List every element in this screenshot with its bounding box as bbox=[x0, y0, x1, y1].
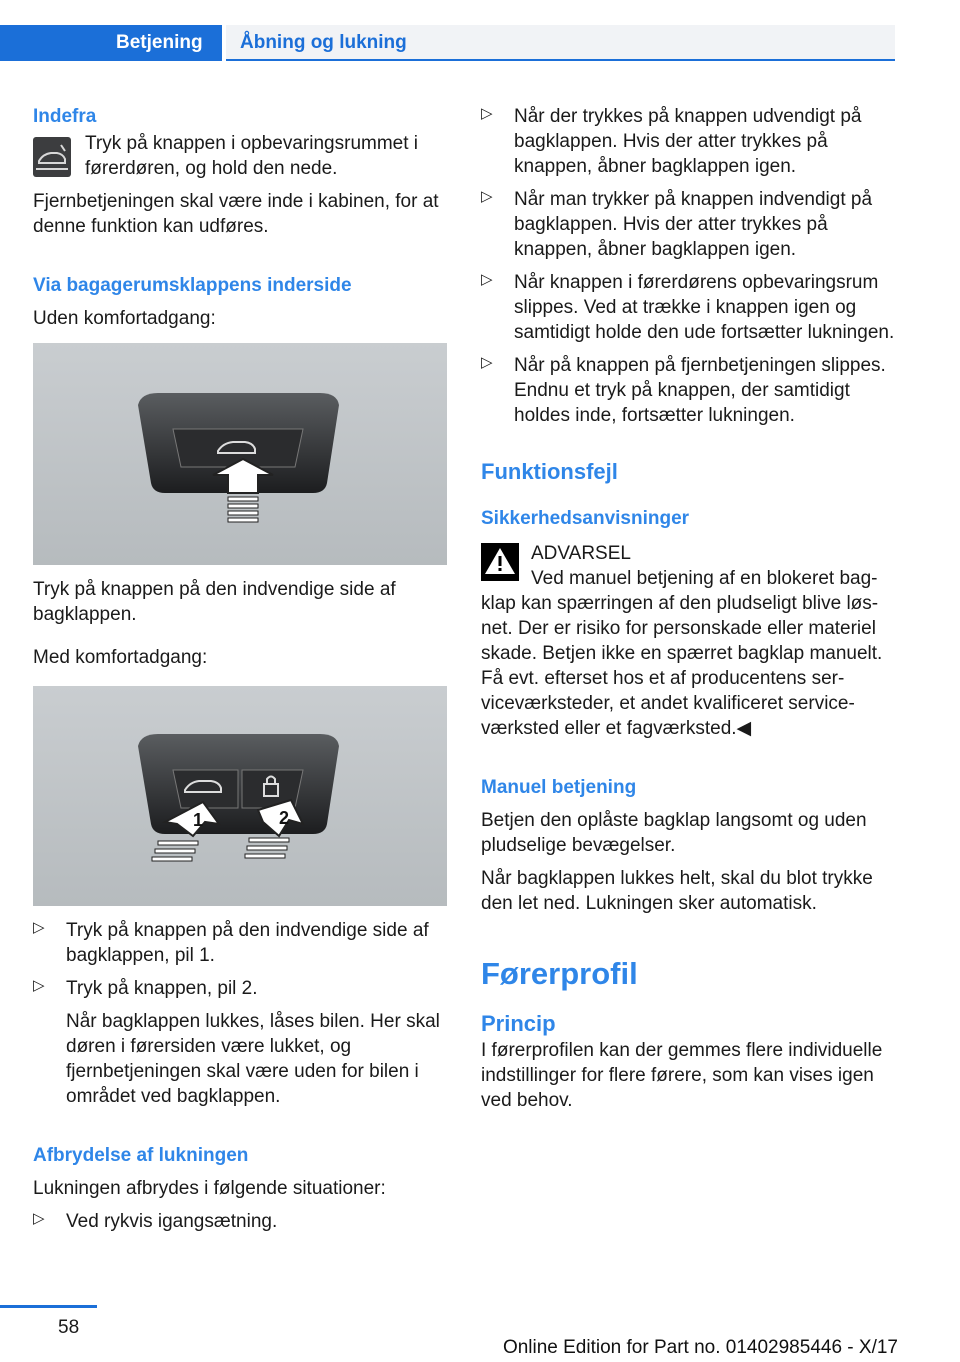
bullet-marker: ▷ bbox=[481, 105, 493, 122]
princip-text: I førerprofilen kan der gemmes flere individuelle indstillinger for flere førere, som kan vises igen ved behov. bbox=[481, 1040, 883, 1111]
bullet-marker: ▷ bbox=[33, 977, 45, 994]
header-tab-betjening-label: Betjening bbox=[116, 32, 203, 53]
tailgate-button-icon bbox=[33, 137, 71, 177]
left-bullet-2 bbox=[33, 976, 447, 1109]
bullet-marker: ▷ bbox=[481, 188, 493, 205]
left-bullet-2-text: Tryk på knappen, pil 2. bbox=[66, 978, 258, 999]
princip-heading: Princip bbox=[481, 1011, 556, 1036]
header-tab-betjening[interactable] bbox=[0, 25, 222, 61]
tailgate-button-photo-1 bbox=[33, 343, 447, 565]
header-tab-aabning[interactable] bbox=[226, 25, 895, 61]
bullet-marker: ▷ bbox=[33, 1210, 45, 1227]
edition-text: Online Edition for Part no. 01402985446 - X/17 bbox=[502, 1337, 898, 1358]
right-column bbox=[481, 100, 895, 1113]
right-bullet-2-text: Når man trykker på knappen indvendigt på bagklappen. Hvis der atter trykkes på knappen, åbner bagklappen igen. bbox=[514, 189, 873, 260]
page-number: 58 bbox=[58, 1317, 80, 1338]
via-heading: Via bagagerumsklappens inderside bbox=[33, 275, 352, 296]
bullet-marker: ▷ bbox=[481, 271, 493, 288]
arrow-label-2: 2 bbox=[279, 808, 290, 828]
bullet-marker: ▷ bbox=[33, 919, 45, 936]
left-bullet-2-extra: Når bagklappen lukkes, låses bilen. Her skal døren i førersiden være lukket, og fjernbetjeningen skal være uden for bilen i området ved bagklappen. bbox=[66, 1011, 440, 1107]
left-bullet-1-text: Tryk på knappen på den indvendige side af bagklappen, pil 1. bbox=[66, 920, 429, 966]
left-bullet-1 bbox=[33, 918, 447, 968]
manuel-heading: Manuel betjening bbox=[481, 777, 637, 798]
right-bullet-4 bbox=[481, 353, 895, 428]
image1-caption: Tryk på knappen på den indvendige side af bagklappen. bbox=[33, 579, 396, 625]
right-bullet-3 bbox=[481, 270, 895, 345]
right-bullet-3-text: Når knappen i førerdørens opbevaringsrum slippes. Ved at trække i knappen igen og samtidigt holde den ude fortsætter lukningen. bbox=[514, 272, 895, 343]
indefra-block bbox=[33, 131, 447, 181]
header-underline bbox=[226, 59, 895, 61]
forerprofil-heading: Førerprofil bbox=[481, 956, 638, 991]
manuel-text-1: Betjen den oplåste bagklap langsomt og uden pludselige bevægelser. bbox=[481, 810, 867, 856]
right-bullet-4-text: Når på knappen på fjernbetjeningen slippes. Endnu et tryk på knappen, der samtidigt holdes inde, fortsætter lukningen. bbox=[514, 355, 886, 426]
afbrydelse-text: Lukningen afbrydes i følgende situationer: bbox=[33, 1178, 386, 1199]
med-text: Med komfortadgang: bbox=[33, 647, 208, 668]
afbrydelse-heading: Afbrydelse af lukningen bbox=[33, 1145, 249, 1166]
afbrydelse-bullet-text: Ved rykvis igangsætning. bbox=[66, 1211, 278, 1232]
funktionsfejl-heading: Funktionsfejl bbox=[481, 459, 618, 484]
manuel-text-2: Når bagklappen lukkes helt, skal du blot trykke den let ned. Lukningen sker automatisk. bbox=[481, 868, 873, 914]
left-column bbox=[33, 100, 447, 1234]
indefra-heading: Indefra bbox=[33, 106, 97, 127]
tailgate-button-photo-2 bbox=[33, 686, 447, 906]
bullet-marker: ▷ bbox=[481, 354, 493, 371]
afbrydelse-bullet bbox=[33, 1209, 447, 1234]
header-tab-aabning-label: Åbning og lukning bbox=[240, 32, 407, 53]
footer-line bbox=[0, 1305, 97, 1308]
arrow-label-1: 1 bbox=[193, 810, 204, 830]
right-bullet-1-text: Når der trykkes på knappen udvendigt på bagklappen. Hvis der atter trykkes på knappen, åbner bagklappen igen. bbox=[514, 106, 862, 177]
right-bullet-2 bbox=[481, 187, 895, 262]
advarsel-text: Ved manuel betjening af en blokeret bagklap kan spærringen af den pludseligt blive løsnet. Der er risiko for personskade eller materiel skade. Betjen ikke en spærret bagklap manuelt. Få evt. efterset hos et af producentens serviceværksteder, et andet kvalificeret serviceværksted eller et fagværksted.◀ bbox=[481, 568, 883, 739]
indefra-text: Tryk på knappen i opbevaringsrummet i førerdøren, og hold den nede. bbox=[85, 133, 419, 179]
warning-triangle-icon bbox=[481, 543, 519, 581]
uden-text: Uden komfortadgang: bbox=[33, 308, 216, 329]
advarsel-label: ADVARSEL bbox=[531, 543, 631, 564]
sikkerhed-heading: Sikkerhedsanvisninger bbox=[481, 508, 690, 529]
right-bullet-1 bbox=[481, 104, 895, 179]
warning-block bbox=[481, 541, 895, 741]
remote-text: Fjernbetjeningen skal være inde i kabinen, for at denne funktion kan udføres. bbox=[33, 191, 439, 237]
